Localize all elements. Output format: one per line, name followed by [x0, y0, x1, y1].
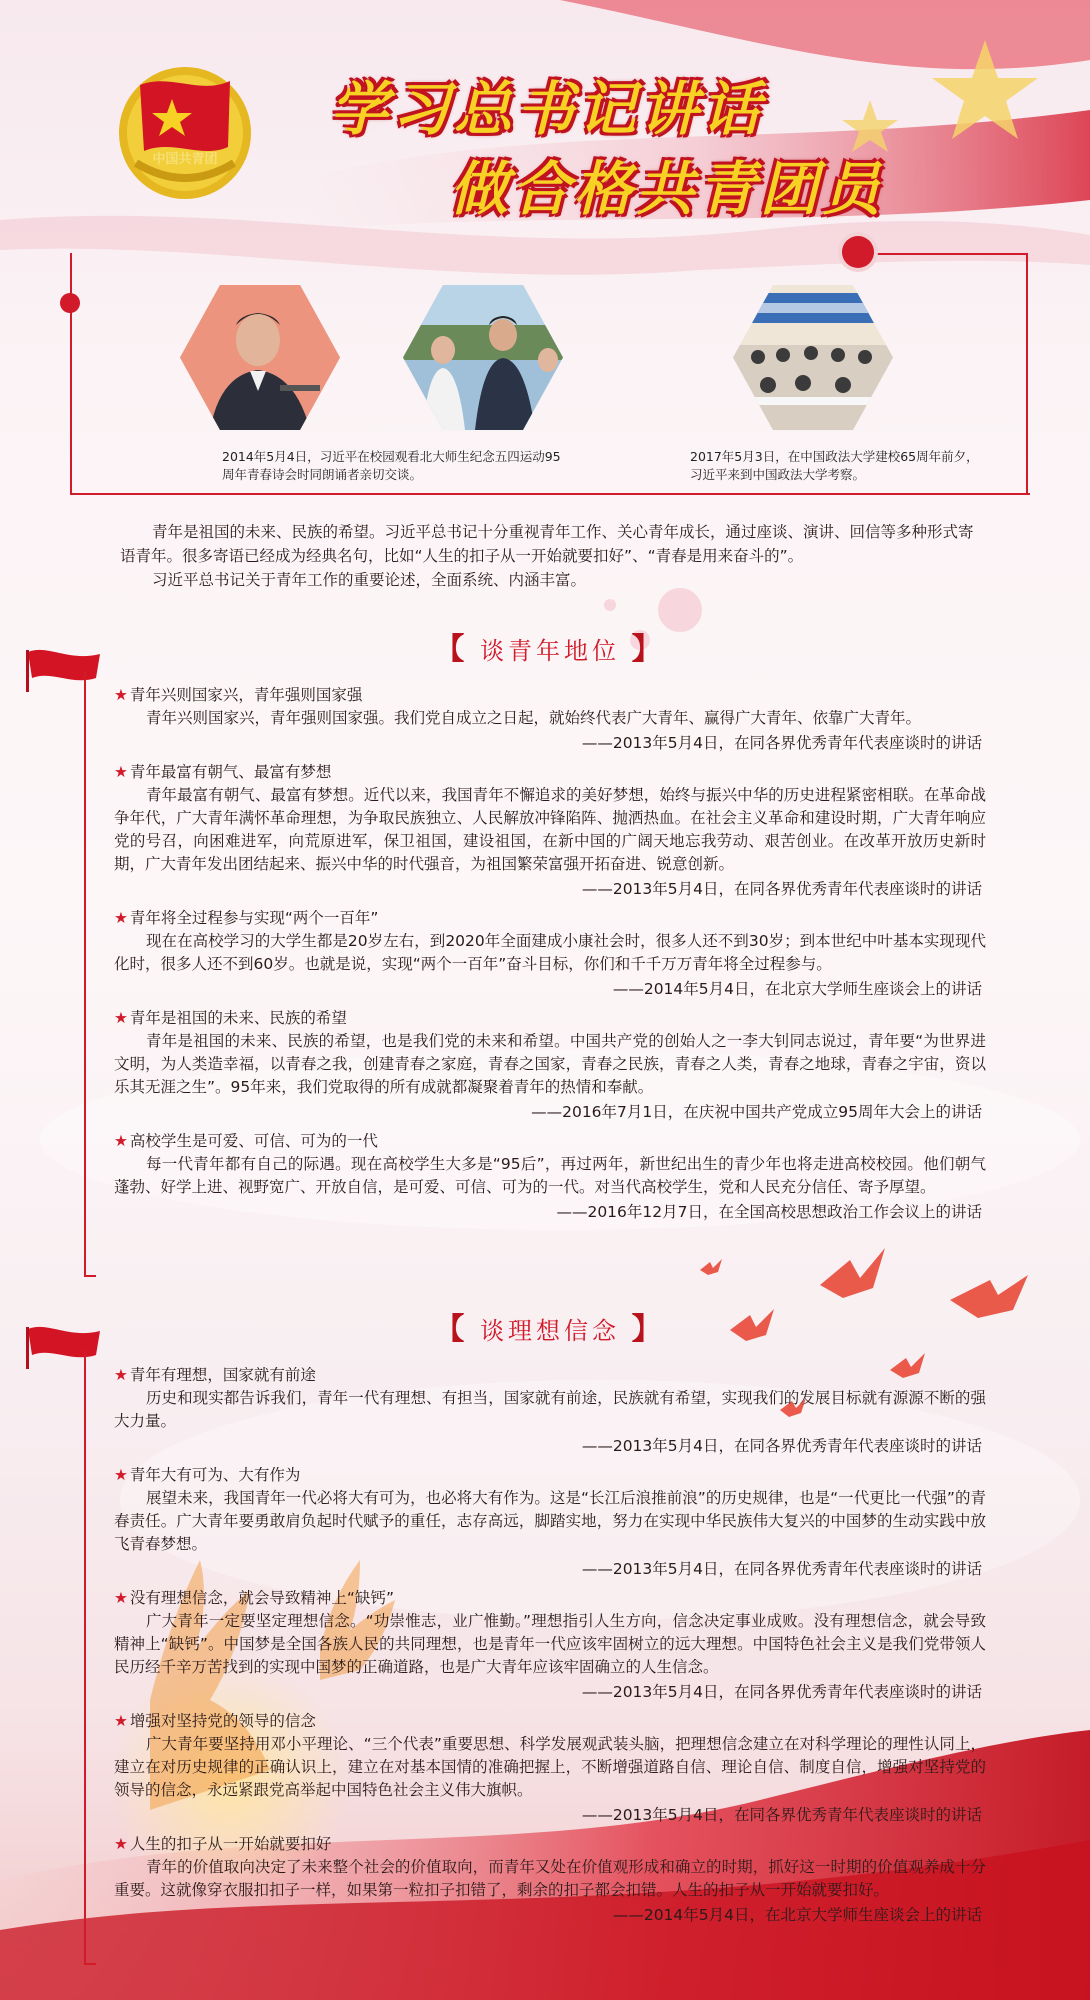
star-icon: ★: [114, 1835, 128, 1853]
quote-title: 青年有理想，国家就有前途: [129, 1366, 316, 1384]
quote-source: ——2014年5月4日，在北京大学师生座谈会上的讲话: [612, 980, 982, 998]
star-icon: ★: [114, 686, 128, 704]
star-icon: ★: [114, 1466, 128, 1484]
quote-body: 广大青年要坚持用邓小平理论、“三个代表”重要思想、科学发展观武装头脑，把理想信念建立在对科学理论的理性认同上，建立在对历史规律的正确认识上，建立在对基本国情的准确把握上，不断增强道路自信、理论自信、制度自信，增强对坚持党的领导的信念，永远紧跟党高举起中国特色社会主义伟大旗帜。: [114, 1735, 986, 1799]
star-icon: ★: [114, 1589, 128, 1607]
quote-title: 青年最富有朝气、最富有梦想: [129, 763, 332, 781]
quote-body: 每一代青年都有自己的际遇。现在高校学生大多是“95后”，再过两年，新世纪出生的青少年也将走进高校校园。他们朝气蓬勃、好学上进、视野宽广、开放自信，是可爱、可信、可为的一代。对当代高校学生，党和人民充分信任、寄予厚望。: [114, 1155, 986, 1196]
intro-paragraph: 青年是祖国的未来、民族的希望。习近平总书记十分重视青年工作、关心青年成长，通过座谈、演讲、回信等多种形式寄语青年。很多寄语已经成为经典名句，比如“人生的扣子从一开始就要扣好”、“青春是用来奋斗的”。: [120, 523, 974, 565]
quote-item: [114, 1587, 986, 1704]
intro-text: [120, 520, 980, 592]
quote-title: 增强对坚持党的领导的信念: [129, 1712, 316, 1730]
red-flag-icon: [22, 1325, 102, 1369]
quote-body: 青年的价值取向决定了未来整个社会的价值取向，而青年又处在价值观形成和确立的时期，抓好这一时期的价值观养成十分重要。这就像穿衣服扣扣子一样，如果第一粒扣子扣错了，剩余的扣子都会扣错。人生的扣子从一开始就要扣好。: [114, 1858, 986, 1899]
quote-title: 青年将全过程参与实现“两个一百年”: [129, 909, 379, 927]
star-icon: ★: [114, 1132, 128, 1150]
star-icon: ★: [114, 1366, 128, 1384]
quote-title: 青年是祖国的未来、民族的希望: [129, 1009, 347, 1027]
quote-item: [114, 761, 986, 901]
quote-title: 人生的扣子从一开始就要扣好: [129, 1835, 332, 1853]
star-icon: ★: [114, 1009, 128, 1027]
quote-source: ——2013年5月4日，在同各界优秀青年代表座谈时的讲话: [581, 1683, 982, 1701]
red-flag-icon: [22, 648, 102, 692]
quote-source: ——2013年5月4日，在同各界优秀青年代表座谈时的讲话: [581, 1560, 982, 1578]
section-line-end: [84, 1275, 96, 1277]
quote-item: [114, 907, 986, 1001]
photo-caption-right: 2017年5月3日，在中国政法大学建校65周年前夕，习近平来到中国政法大学考察。: [690, 449, 979, 482]
page-title-line-2: 做合格共青团员: [450, 155, 885, 223]
quote-item: [114, 684, 986, 755]
section-title-youth-status: [400, 630, 700, 670]
section-title-ideals: [400, 1310, 700, 1350]
star-icon: ★: [114, 909, 128, 927]
photo-frame-top-border: [870, 253, 1028, 255]
quote-source: ——2014年5月4日，在北京大学师生座谈会上的讲话: [612, 1906, 982, 1924]
section-line: [84, 672, 86, 1277]
quote-source: ——2013年5月4日，在同各界优秀青年代表座谈时的讲话: [581, 1437, 982, 1455]
quote-body: 现在在高校学习的大学生都是20岁左右，到2020年全面建成小康社会时，很多人还不到30岁；到本世纪中叶基本实现现代化时，很多人还不到60岁。也就是说，实现“两个一百年”奋斗目标，你们和千千万万青年将全过程参与。: [114, 932, 986, 973]
quote-source: ——2016年7月1日，在庆祝中国共产党成立95周年大会上的讲话: [531, 1103, 982, 1121]
frame-dot-left: [60, 293, 80, 313]
section-line: [84, 1350, 86, 1965]
quote-item: [114, 1464, 986, 1581]
quote-title: 没有理想信念，就会导致精神上“缺钙”: [129, 1589, 394, 1607]
star-icon: ★: [114, 763, 128, 781]
photo-frame-right-border: [1026, 253, 1028, 495]
bracket-left: 【: [434, 1312, 469, 1347]
quote-source: ——2013年5月4日，在同各界优秀青年代表座谈时的讲话: [581, 880, 982, 898]
page-title-line-1: 学习总书记讲话: [330, 75, 765, 143]
quote-title: 青年兴则国家兴，青年强则国家强: [129, 686, 363, 704]
intro-paragraph: 习近平总书记关于青年工作的重要论述，全面系统、内涵丰富。: [152, 571, 587, 589]
photo-caption-left: 2014年5月4日，习近平在校园观看北大师生纪念五四运动95周年青春诗会时同朗诵者亲切交谈。: [222, 449, 561, 482]
quote-source: ——2016年12月7日，在全国高校思想政治工作会议上的讲话: [556, 1203, 982, 1221]
quote-body: 历史和现实都告诉我们，青年一代有理想、有担当，国家就有前途，民族就有希望，实现我们的发展目标就有源源不断的强大力量。: [114, 1389, 986, 1430]
quote-source: ——2013年5月4日，在同各界优秀青年代表座谈时的讲话: [581, 1806, 982, 1824]
quote-item: [114, 1833, 986, 1927]
bracket-right: 】: [631, 632, 666, 667]
quote-item: [114, 1710, 986, 1827]
quote-body: 广大青年一定要坚定理想信念。“功崇惟志，业广惟勤。”理想指引人生方向，信念决定事业成败。没有理想信念，就会导致精神上“缺钙”。中国梦是全国各族人民的共同理想，也是青年一代应该牢固树立的远大理想。中国特色社会主义是我们党带领人民历经千辛万苦找到的实现中国梦的正确道路，也是广大青年应该牢固确立的人生信念。: [114, 1612, 986, 1676]
bracket-left: 【: [434, 632, 469, 667]
bracket-right: 】: [631, 1312, 666, 1347]
frame-dot-right: [842, 236, 874, 268]
quote-body: 青年兴则国家兴，青年强则国家强。我们党自成立之日起，就始终代表广大青年、赢得广大青年、依靠广大青年。: [146, 709, 922, 727]
quote-item: [114, 1364, 986, 1458]
quote-title: 高校学生是可爱、可信、可为的一代: [129, 1132, 378, 1150]
quote-item: [114, 1007, 986, 1124]
quote-body: 青年是祖国的未来、民族的希望，也是我们党的未来和希望。中国共产党的创始人之一李大钊同志说过，青年要“为世界进文明，为人类造幸福，以青春之我，创建青春之家庭，青春之国家，青春之民族，青春之人类，青春之地球，青春之宇宙，资以乐其无涯之生”。95年来，我们党取得的所有成就都凝聚着青年的热情和奉献。: [114, 1032, 986, 1096]
section-title-text: 谈理想信念: [480, 1317, 620, 1345]
quote-title: 青年大有可为、大有作为: [129, 1466, 301, 1484]
quote-list: [114, 684, 986, 1230]
emblem-text: 中国共青团: [152, 152, 218, 167]
quote-body: 展望未来，我国青年一代必将大有可为，也必将大有作为。这是“长江后浪推前浪”的历史规律，也是“一代更比一代强”的青春责任。广大青年要勇敢肩负起时代赋予的重任，志存高远，脚踏实地，努力在实现中华民族伟大复兴的中国梦的生动实践中放飞青春梦想。: [114, 1489, 986, 1553]
quote-source: ——2013年5月4日，在同各界优秀青年代表座谈时的讲话: [581, 734, 982, 752]
section-title-text: 谈青年地位: [480, 637, 620, 665]
quote-body: 青年最富有朝气、最富有梦想。近代以来，我国青年不懈追求的美好梦想，始终与振兴中华的历史进程紧密相联。在革命战争年代，广大青年满怀革命理想，为争取民族独立、人民解放冲锋陷阵、抛洒热血。在社会主义革命和建设时期，广大青年响应党的号召，向困难进军，向荒原进军，保卫祖国，建设祖国，在新中国的广阔天地忘我劳动、艰苦创业。在改革开放历史新时期，广大青年发出团结起来、振兴中华的时代强音，为祖国繁荣富强开拓奋进、锐意创新。: [114, 786, 986, 873]
quote-list: [114, 1364, 986, 1933]
star-icon: ★: [114, 1712, 128, 1730]
youth-league-emblem-icon: [110, 55, 260, 205]
quote-item: [114, 1130, 986, 1224]
section-line-end: [84, 1963, 96, 1965]
